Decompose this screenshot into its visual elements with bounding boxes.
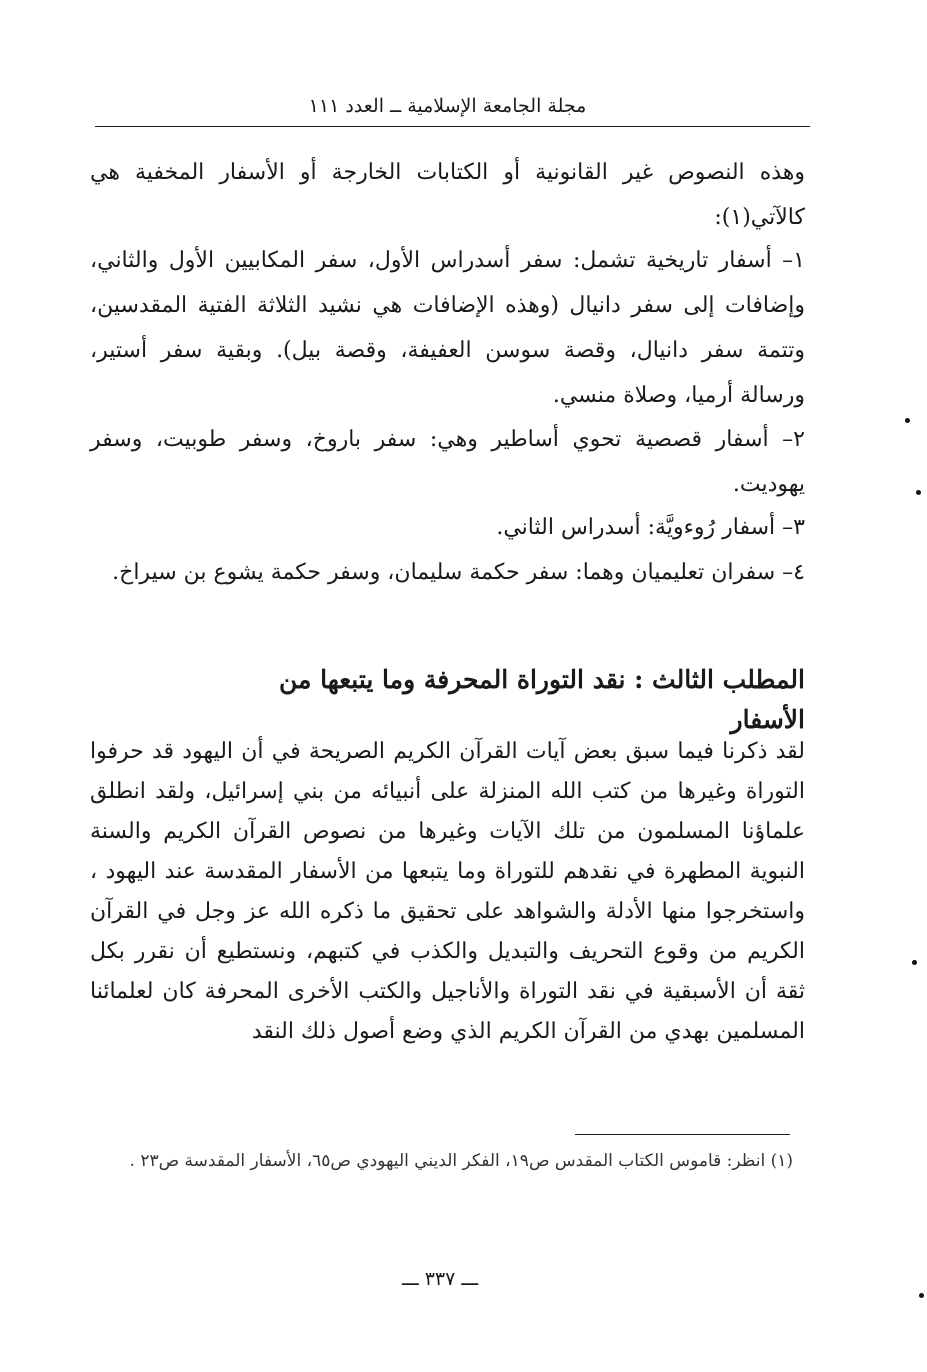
list-item: ١– أسفار تاريخية تشمل: سفر أسدراس الأول، سفر المكابيين الأول والثاني، وإضافات إلى سفر دانيال (وهذه الإضافات هي نشيد الثلاثة الفتية المقدسين، وتتمة سفر دانيال، وقصة سوسن العفيفة، وقصة بيل). وبقية سفر أستير، ورسالة أرميا، وصلاة منسي. <box>90 248 805 408</box>
apocrypha-list-4 <box>90 550 805 595</box>
intro-paragraph: وهذه النصوص غير القانونية أو الكتابات الخارجة أو الأسفار المخفية هي كالآتي(١): <box>90 160 805 230</box>
margin-mark <box>912 960 917 965</box>
list-item: ٣– أسفار رُوءويَّة: أسدراس الثاني. <box>496 515 805 540</box>
margin-mark <box>905 418 910 423</box>
page-number: ـــ ٣٣٧ ـــ <box>401 1268 479 1290</box>
running-header: مجلة الجامعة الإسلامية ــ العدد ١١١ <box>308 95 587 117</box>
footnote-divider <box>575 1134 790 1135</box>
list-item: ٤– سفران تعليميان وهما: سفر حكمة سليمان، وسفر حكمة يشوع بن سيراخ. <box>112 560 805 585</box>
header-divider <box>95 126 810 127</box>
margin-mark <box>919 1293 924 1298</box>
footnote: (١) انظر: قاموس الكتاب المقدس ص١٩، الفكر الديني اليهودي ص٦٥، الأسفار المقدسة ص٢٣ . <box>129 1151 793 1171</box>
apocrypha-list-3 <box>90 505 805 550</box>
list-item: ٢– أسفار قصصية تحوي أساطير وهي: سفر باروخ، وسفر طوبيت، وسفر يهوديت. <box>90 427 805 497</box>
body-text: لقد ذكرنا فيما سبق بعض آيات القرآن الكريم الصريحة في أن اليهود قد حرفوا التوراة وغيرها من كتب الله المنزلة على أنبيائه من بني إسرائيل، ولقد انطلق علماؤنا المسلمون من تلك الآيات وغيرها من نصوص القرآن الكريم والسنة النبوية المطهرة في نقدهم للتوراة وما يتبعها من الأسفار المقدسة عند اليهود ، واستخرجوا منها الأدلة والشواهد على تحقيق ما ذكره الله عز وجل في القرآن الكريم من وقوع التحريف والتبديل والكذب في كتبهم، ونستطيع أن نقرر بكل ثقة أن الأسبقية في نقد التوراة والأناجيل والكتب الأخرى المحرفة كان لعلمائنا المسلمين بهدي من القرآن الكريم الذي وضع أصول ذلك النقد <box>90 739 805 1044</box>
section-heading: المطلب الثالث : نقد التوراة المحرفة وما يتبعها من الأسفار <box>278 665 805 734</box>
intro-block <box>90 150 805 240</box>
body-paragraph <box>90 732 805 1052</box>
apocrypha-list-2 <box>90 417 805 507</box>
margin-mark <box>916 490 921 495</box>
apocrypha-list <box>90 238 805 418</box>
